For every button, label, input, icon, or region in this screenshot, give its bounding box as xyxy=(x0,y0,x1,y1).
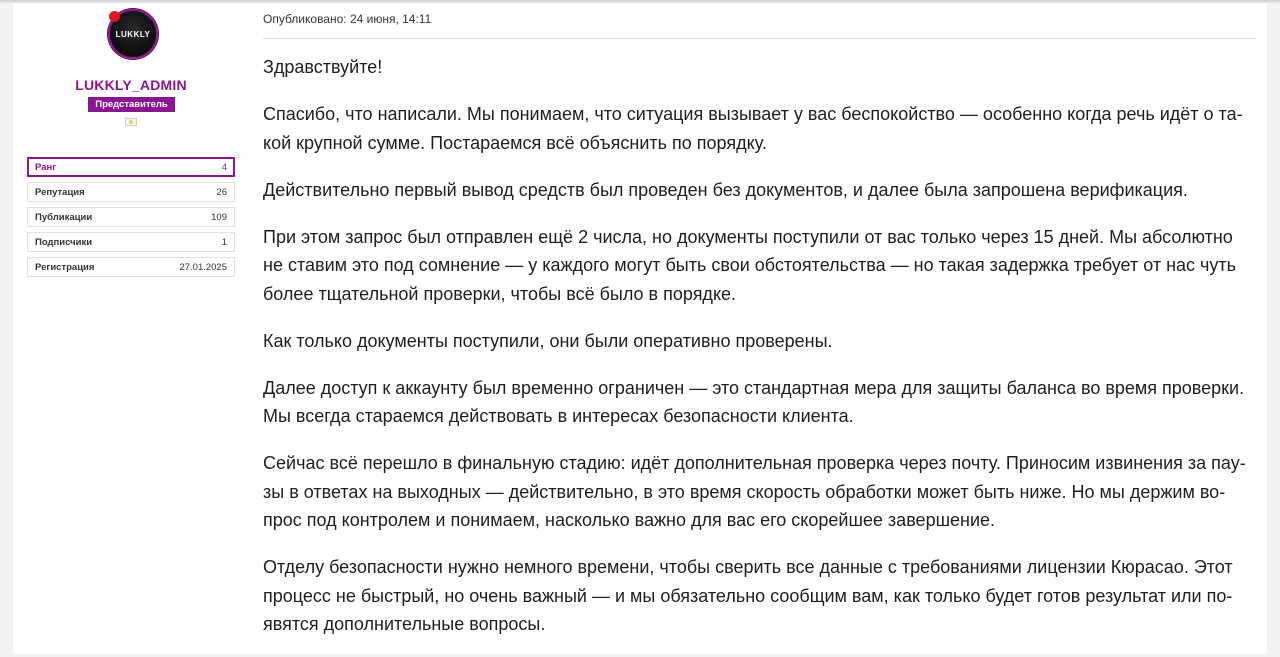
post-paragraph: Сейчас всё перешло в финальную стадию: идёт дополнительная проверка через почту. Приносим извинения за пау- зы в ответах на выходных — действительно, в это время скорость обработки может быть ниже. Но мы держим во- прос под контролем и понимаем, насколько важно для вас его скорейшее завершение. xyxy=(263,453,1246,530)
post-container xyxy=(13,3,1267,654)
post-paragraph: Далее доступ к аккаунту был временно ограничен — это стандартная мера для защиты баланса во время проверки. Мы всегда стараемся действовать в интересах безопасности клиента. xyxy=(263,377,1245,426)
author-username[interactable]: LUKKLY_ADMIN xyxy=(75,77,187,93)
stat-label: Публикации xyxy=(35,212,93,223)
avatar-logo-text: LUKKLY xyxy=(115,29,151,39)
stat-value: 1 xyxy=(221,237,227,248)
stat-label: Подписчики xyxy=(35,237,93,248)
stat-value: 27.01.2025 xyxy=(179,262,227,273)
stat-value: 109 xyxy=(211,212,227,223)
post-paragraph: Как только документы поступили, они были оперативно проверены. xyxy=(263,330,833,351)
online-status-icon xyxy=(109,11,120,22)
stat-registration xyxy=(27,257,235,277)
post-body xyxy=(263,53,1253,657)
stat-reputation xyxy=(27,182,235,202)
post-paragraph: Здравствуйте! xyxy=(263,57,383,77)
stat-label: Репутация xyxy=(35,187,85,198)
stat-publications xyxy=(27,207,235,227)
stat-value: 4 xyxy=(221,162,227,173)
post-paragraph: При этом запрос был отправлен ещё 2 числа, но документы поступили от вас только через 15 дней. Мы абсолютно не ставим это под сомнение — у каждого могут быть свои обстоятельства — но такая задержка требует от нас чуть более тщательной проверки, чтобы всё было в порядке. xyxy=(263,226,1237,304)
author-sidebar xyxy=(13,3,249,654)
stat-value: 26 xyxy=(216,187,227,198)
stat-label: Регистрация xyxy=(35,262,95,273)
author-stats xyxy=(27,157,235,282)
published-date: Опубликовано: 24 июня, 14:11 xyxy=(263,12,432,26)
stat-label: Ранг xyxy=(35,162,57,173)
divider xyxy=(263,38,1255,39)
stat-rank xyxy=(27,157,235,177)
post-paragraph: Действительно первый вывод средств был проведен без документов, и далее была запрошена верификация. xyxy=(263,179,1188,200)
role-badge: Представитель xyxy=(88,97,175,112)
stat-subscribers xyxy=(27,232,235,252)
post-paragraph: Отделу безопасности нужно немного времени, чтобы сверить все данные с требованиями лицензии Кюрасао. Этот процесс не быстрый, но очень важный — и мы обязательно сообщим вам, как только будет готов результат или по- явятся дополнительные вопросы. xyxy=(263,557,1233,634)
country-flag-icon xyxy=(125,118,137,126)
post-paragraph: Спасибо, что написали. Мы понимаем, что ситуация вызывает у вас беспокойство — особенно когда речь идёт о та- кой крупной сумме. Постараемся всё объяснить по порядку. xyxy=(263,104,1243,153)
